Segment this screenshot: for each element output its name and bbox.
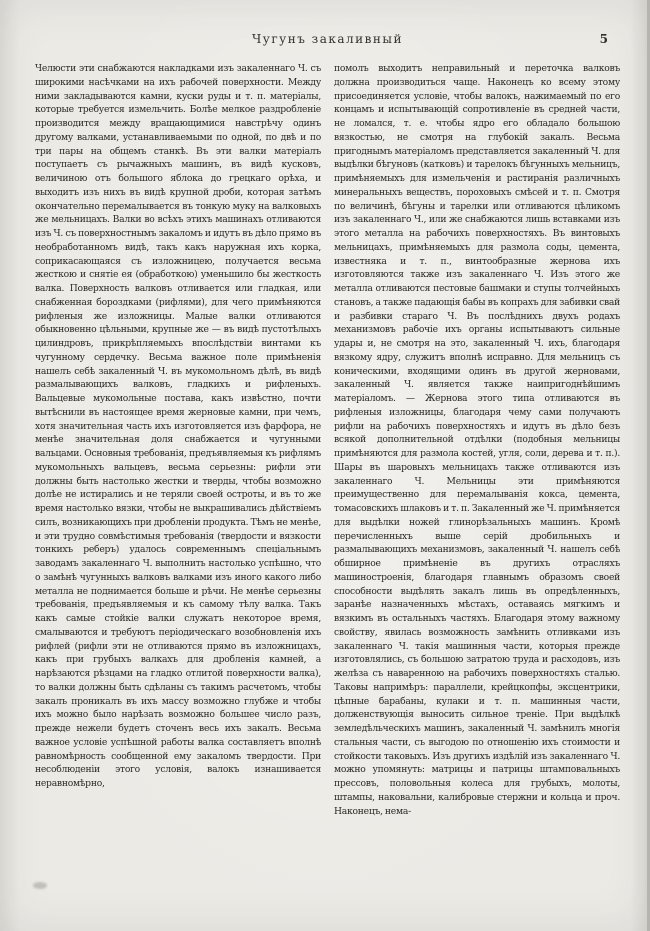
text-column-right: помолъ выходитъ неправильный и переточка валковъ должна производиться чаще. Наконецъ ко всему этому присоединяется условіе, чтобы валокъ, нажимаемый по его концамъ и испытывающій сопротивленіе въ средней части, не ломался, т. е. чтобы ядро его обладало большою вязкостью, не смотря на глубокій закалъ. Весьма пригоднымъ матеріаломъ представляется закаленный Ч. для выдѣлки бѣгуновъ (катковъ) и тарелокъ бѣгунныхъ мельницъ, примѣняемыхъ для измельченія и растиранія различныхъ минеральныхъ веществъ, пороховыхъ смѣсей и т. п. Смотря по величинѣ, бѣгуны и тарелки или отливаются цѣликомъ изъ закаленнаго Ч., или же снабжаются лишь вставками изъ этого металла на рабочихъ поверхностяхъ. Въ винтовыхъ мельницахъ, примѣняемыхъ для размола соды, цемента, известняка и т. п., винтообразные жернова ихъ изготовляются также изъ закаленнаго Ч. Изъ этого же металла отливаются пестовые башмаки и ступы толчейныхъ становъ, а также падающія бабы въ копрахъ для забивки свай и разбивки стараго Ч. Въ послѣднихъ двухъ родахъ механизмовъ рабочіе ихъ органы испытываютъ сильные удары и, не смотря на это, закаленный Ч. ихъ, благодаря вязкому ядру, служитъ вполнѣ исправно. Для мельницъ съ коническими, входящими одинъ въ другой жерновами, закаленный Ч. является также наипригоднѣйшимъ матеріаломъ. — Жернова этого типа отливаются въ рифленыя изложницы, благодаря чему сами получаютъ рифли на рабочихъ поверхностяхъ и идутъ въ дѣло безъ всякой дополнительной отдѣлки (подобныя мельницы примѣняются для размола костей, угля, соли, дерева и т. п.). Шары въ шаровыхъ мельницахъ также отливаются изъ закаленнаго Ч. Мельницы эти примѣняются преимущественно для перемалыванія кокса, цемента, томасовскихъ шлаковъ и т. п. Закаленный же Ч. примѣняется для выдѣлки ножей глинорѣзальныхъ машинъ. Кромѣ перечисленныхъ выше серій дробильныхъ и размалывающихъ механизмовъ, закаленный Ч. нашелъ себѣ обширное примѣненіе въ другихъ отрасляхъ машиностроенія, благодаря главнымъ образомъ своей способности выдѣлять закалъ лишь въ опредѣленныхъ, заранѣе назначенныхъ мѣстахъ, оставаясь мягкимъ и вязкимъ въ остальныхъ частяхъ. Благодаря этому важному свойству, явилась возможность замѣнить отливками изъ закаленнаго Ч. такія машинныя части, которыя прежде изготовлялись, съ большою затратою труда и расходовъ, изъ желѣза съ наваренною на рабочихъ поверхностяхъ сталью. Таковы напримѣръ: параллели, крейцкопфы, эксцентрики, цѣпные барабаны, кулаки и т. п. машинныя части, долженствующія выносить сильное треніе. При выдѣлкѣ земледѣльческихъ машинъ, закаленный Ч. замѣнилъ многія стальныя части, съ выгодою по отношенію ихъ стоимости и стойкости таковыхъ. Изъ другихъ издѣлій изъ закаленнаго Ч. можно упомянуть: матрицы и патрицы штамповальныхъ прессовъ, половольныя колеса для грубыхъ, молоты, штампы, наковальни, калибровые стержни и кольца и проч. Наконецъ, нема- <box>334 63 620 817</box>
text-columns <box>35 62 620 882</box>
scan-smudge-artifact <box>33 882 47 889</box>
page-number: 5 <box>599 32 608 46</box>
running-header <box>35 32 620 50</box>
text-column-left: Челюсти эти снабжаются накладками изъ закаленнаго Ч. съ широкими насѣчками на ихъ рабочей поверхности. Между ними закладываются камни, куски руды и т. п. матеріалы, которые требуется измельчить. Болѣе мелкое раздробленіе производится между вращающимися навстрѣчу одинъ другому валками, устанавливаемыми по одной, по двѣ и по три пары на общемъ станкѣ. Въ эти валки матеріалъ поступаетъ съ рычажныхъ машинъ, въ видѣ кусковъ, величиною отъ большого яблока до грецкаго орѣха, и выходитъ изъ нихъ въ видѣ крупной дроби, которая затѣмъ окончательно перемалывается въ тонкую муку на валковыхъ же мельницахъ. Валки во всѣхъ этихъ машинахъ отливаются изъ Ч. съ поверхностнымъ закаломъ и идутъ въ дѣло прямо въ необработанномъ видѣ, такъ какъ наружная ихъ корка, соприкасающаяся съ изложницею, получается весьма жесткою и снятіе ея (обработкою) уменьшило бы жесткость валка. Поверхность валковъ отливается или гладкая, или снабженная бороздками (рифлями), для чего примѣняются рифленыя же изложницы. Малые валки отливаются обыкновенно цѣльными, крупные же — въ видѣ пустотѣлыхъ цилиндровъ, прикрѣпляемыхъ впослѣдствіи винтами къ чугунному сердечку. Весьма важное поле примѣненія нашелъ себѣ закаленный Ч. въ мукомольномъ дѣлѣ, въ видѣ размалывающихъ валковъ, гладкихъ и рифленыхъ. Вальцевые мукомольные постава, какъ извѣстно, почти вытѣснили въ настоящее время жерновые камни, при чемъ, хотя значительная часть ихъ изготовляется изъ фарфора, не менѣе значительная доля снабжается и чугунными вальцами. Основныя требованія, предъявляемыя къ рифлямъ мукомольныхъ вальцевъ, весьма серьезны: рифли эти должны быть настолько жестки и тверды, чтобы возможно долѣе не истирались и не теряли своей остроты, и въ то же время настолько вязки, чтобы не выкрашивались дѣйствіемъ силъ, возникающихъ при дробленіи продукта. Тѣмъ не менѣе, и эти трудно совмѣстимыя требованія (твердости и вязкости тонкихъ реберъ) удалось современнымъ спеціальнымъ заводамъ закаленнаго Ч. выполнить настолько успѣшно, что о замѣнѣ чугунныхъ валковъ валками изъ иного какого либо металла не поднимается больше и рѣчи. Не менѣе серьезны требованія, предъявляемыя и къ самому тѣлу валка. Такъ какъ самые стойкіе валки служатъ некоторое время, смалываются и требуютъ періодическаго возобновленія ихъ рифлей (рифли эти не отливаются прямо въ изложницахъ, какъ при грубыхъ валкахъ для дробленія камней, а нарѣзаются рѣзцами на гладко отлитой поверхности валка), то валки должны быть сдѣланы съ такимъ расчетомъ, чтобы закалъ проникалъ въ ихъ массу возможно глубже и чтобы ихъ можно было нарѣзать возможно большее число разъ, прежде нежели будетъ сточенъ весь ихъ закалъ. Весьма важное условіе успѣшной работы валка составляетъ вполнѣ равномѣрность сообщенной ему закаломъ твердости. При несоблюденіи этого условія, валокъ изнашивается неравномѣрно, <box>35 63 321 789</box>
running-header-title: Чугунъ закаливный <box>252 32 403 46</box>
